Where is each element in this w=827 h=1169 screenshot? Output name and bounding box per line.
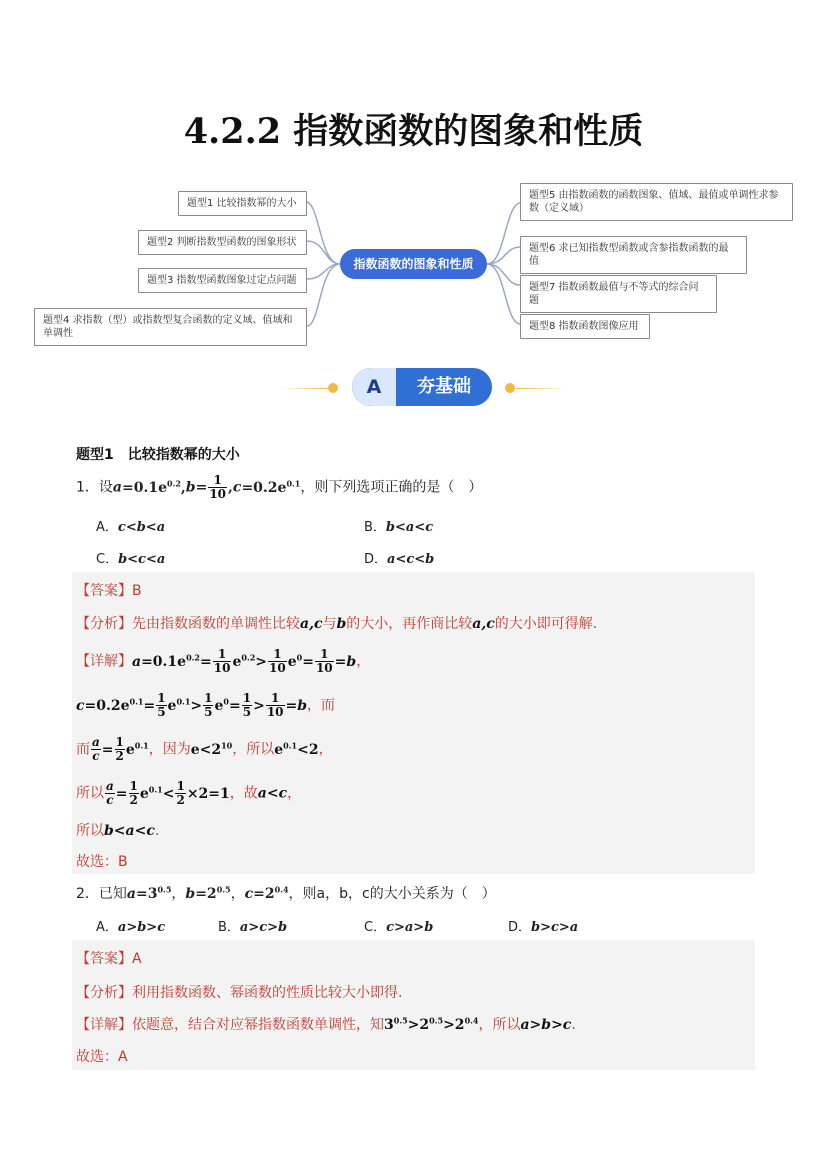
mindmap-node-6: 题型6 求已知指数型函数或含参指数函数的最值 — [520, 236, 747, 274]
page-title: 4.2.2 指数函数的图象和性质 — [183, 111, 644, 152]
q2-option-a[interactable]: A．a>b>c — [96, 920, 166, 935]
section-title: 题型1 比较指数幂的大小 — [76, 447, 240, 463]
q1-analysis: 【分析】先由指数函数的单调性比较a,c与b的大小，再作商比较a,c的大小即可得解. — [76, 616, 598, 632]
banner-text: 夯基础 — [417, 376, 471, 397]
question-1-stem: 1．设$a=0.1e^{0.2},b=$ $\frac{1}{10}$ $,c=0.2e^{0.1}$，则下列选项正确的是（ ） — [76, 473, 483, 501]
q1-answer: 【答案】B — [76, 583, 142, 599]
q1-choice: 故选：B — [76, 854, 128, 870]
mindmap-node-4: 题型4 求指数（型）或指数型复合函数的定义域、值域和单调性 — [34, 308, 307, 346]
mindmap-node-5: 题型5 由指数函数的函数图象、值域、最值或单调性求参数（定义域） — [520, 183, 793, 221]
q2-option-d[interactable]: D．b>c>a — [508, 920, 579, 935]
q2-analysis: 【分析】利用指数函数、幂函数的性质比较大小即得. — [76, 985, 403, 1001]
banner-line-left — [278, 388, 330, 389]
mindmap-center: 指数函数的图象和性质 — [340, 249, 487, 279]
q1-detail-line-3: 而 $\frac{a}{c}$ = $\frac{1}{2}$ $e^{0.1}$，因为$e<2^{10}$，所以$e^{0.1}<2$， — [76, 735, 333, 763]
q1-detail-line-4: 所以 $\frac{a}{c}$ = $\frac{1}{2}$ $e^{0.1}<$ $\frac{1}{2}$ ×2=1，故a<c， — [76, 779, 302, 807]
q2-choice: 故选：A — [76, 1049, 128, 1065]
mindmap-node-8: 题型8 指数函数图像应用 — [520, 314, 650, 339]
q1-detail-line-1: 【详解】$a=0.1e^{0.2}=$ $\frac{1}{10}$ $e^{0.2}>$ $\frac{1}{10}$ $e^0=$ $\frac{1}{10}$ =b， — [76, 647, 371, 675]
q2-answer: 【答案】A — [76, 951, 142, 967]
mindmap-node-1: 题型1 比较指数幂的大小 — [178, 191, 307, 216]
q1-option-a[interactable]: A．c<b<a — [96, 520, 166, 535]
q2-answer-box — [72, 940, 755, 1070]
q1-suffix: ，则下列选项正确的是（ ） — [300, 479, 483, 496]
banner-dot-right — [505, 383, 515, 393]
q1-detail-line-5: 所以b<a<c. — [76, 823, 160, 839]
q2-detail: 【详解】依题意，结合对应幂指数函数单调性，知$3^{0.5}>2^{0.5}>2^{0.4}$，所以a>b>c. — [76, 1015, 576, 1033]
q1-option-d[interactable]: D．a<c<b — [364, 552, 435, 567]
q1-detail-line-2: $c=0.2e^{0.1}=$ $\frac{1}{5}$ $e^{0.1}>$ $\frac{1}{5}$ $e^0=$ $\frac{1}{5}$ > $\frac{1}{10}$ =b，而 — [76, 691, 336, 719]
q1-option-b[interactable]: B．b<a<c — [364, 520, 434, 535]
q1-option-c[interactable]: C．b<c<a — [96, 552, 166, 567]
section-banner — [0, 368, 827, 408]
banner-letter: A — [352, 368, 396, 406]
mindmap-node-3: 题型3 指数型函数图象过定点问题 — [138, 268, 307, 293]
mind-map — [0, 178, 827, 348]
banner-pill — [352, 368, 492, 406]
mindmap-node-7: 题型7 指数函数最值与不等式的综合问题 — [520, 275, 717, 313]
banner-dot-left — [328, 383, 338, 393]
q2-option-b[interactable]: B．a>c>b — [218, 920, 288, 935]
banner-line-right — [516, 388, 568, 389]
mindmap-node-2: 题型2 判断指数型函数的图象形状 — [138, 230, 307, 255]
q2-option-c[interactable]: C．c>a>b — [364, 920, 434, 935]
question-2-stem: 2．已知$a=3^{0.5}$，$b=2^{0.5}$，$c=2^{0.4}$，则a，b，c的大小关系为（ ） — [76, 884, 496, 902]
q1-prefix: 1．设 — [76, 479, 113, 496]
